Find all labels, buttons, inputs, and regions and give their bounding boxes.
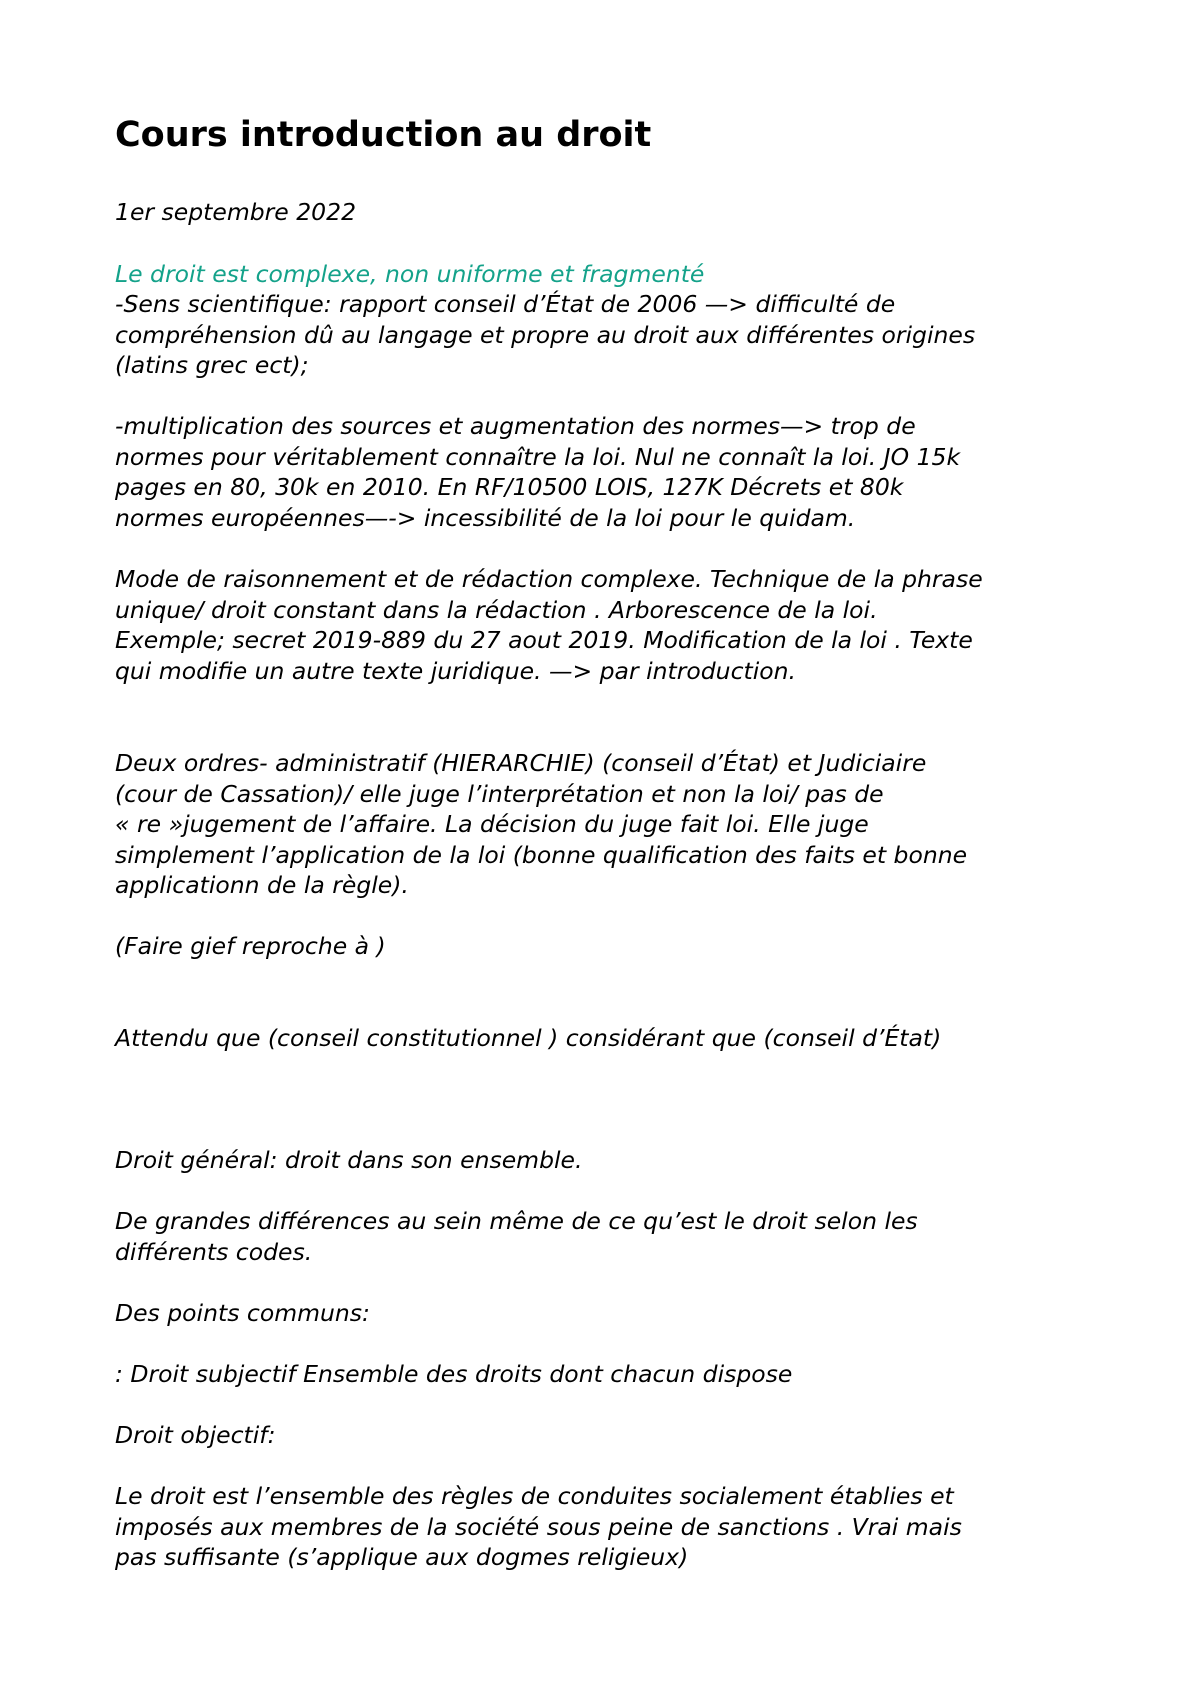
section-heading: Le droit est complexe, non uniforme et fragmenté [115,260,705,288]
text-line: (latins grec ect); [115,351,309,379]
paragraph-definition-droit [115,1481,962,1573]
document-title: Cours introduction au droit [115,115,652,155]
text-line: pas suffisante (s’applique aux dogmes religieux) [115,1543,689,1571]
text-line: Exemple; secret 2019-889 du 27 aout 2019. Modification de la loi . Texte [115,626,973,654]
text-line: Le droit est l’ensemble des règles de conduites socialement établies et [115,1482,954,1510]
text-line: « re »jugement de l’affaire. La décision du juge fait loi. Elle juge [115,810,869,838]
text-line: simplement l’application de la loi (bonne qualification des faits et bonne [115,840,968,869]
paragraph-mode-raisonnement [115,564,983,686]
paragraph-droit-objectif: Droit objectif: [115,1421,276,1449]
text-line: normes européennes—-> incessibilité de la loi pour le quidam. [115,503,856,532]
text-line: pages en 80, 30k en 2010. En RF/10500 LOIS, 127K Décrets et 80k [115,473,904,501]
text-line: qui modifie un autre texte juridique. —> par introduction. [115,656,796,685]
paragraph-droit-subjectif: : Droit subjectif Ensemble des droits dont chacun dispose [115,1360,793,1388]
paragraph-attendu-que: Attendu que (conseil constitutionnel ) considérant que (conseil d’État) [115,1024,942,1052]
text-line: normes pour véritablement connaître la loi. Nul ne connaît la loi. JO 15k [115,442,961,471]
text-line: De grandes différences au sein même de ce qu’est le droit selon les [115,1207,918,1235]
text-line: imposés aux membres de la société sous peine de sanctions . Vrai mais [115,1512,962,1541]
text-line: -Sens scientifique: rapport conseil d’État de 2006 —> difficulté de [115,290,896,318]
paragraph-deux-ordres [115,748,967,901]
text-line: Mode de raisonnement et de rédaction complexe. Technique de la phrase [115,565,983,593]
text-line: -multiplication des sources et augmentation des normes—> trop de [115,412,916,440]
text-line: Deux ordres- administratif (HIERARCHIE) (conseil d’État) et Judiciaire [115,749,927,777]
text-line: unique/ droit constant dans la rédaction . Arborescence de la loi. [115,595,878,624]
text-line: (cour de Cassation)/ elle juge l’interprétation et non la loi/ pas de [115,779,884,808]
document-date: 1er septembre 2022 [115,198,357,226]
paragraph-grandes-differences [115,1206,918,1267]
paragraph-multiplication [115,411,960,533]
text-line: compréhension dû au langage et propre au droit aux différentes origines [115,320,976,349]
paragraph-points-communs: Des points communs: [115,1299,370,1327]
text-line: différents codes. [115,1237,313,1266]
paragraph-droit-general: Droit général: droit dans son ensemble. [115,1146,583,1174]
text-line: applicationn de la règle). [115,871,409,899]
paragraph-faire-grief: (Faire gief reproche à ) [115,932,386,960]
paragraph-sens-scientifique [115,289,975,381]
